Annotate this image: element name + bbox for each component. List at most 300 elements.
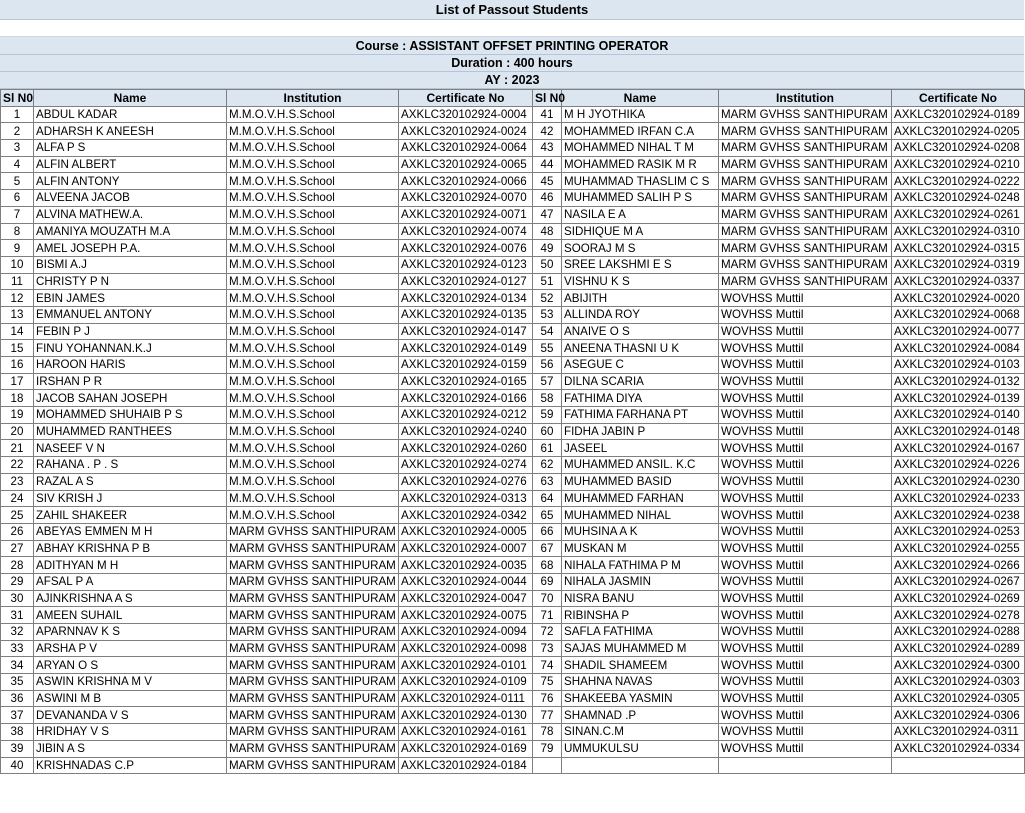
institution-cell: MARM GVHSS SANTHIPURAM xyxy=(227,607,399,624)
name-cell: ALFIN ANTONY xyxy=(34,173,227,190)
sl-cell: 16 xyxy=(1,357,34,374)
institution-cell: WOVHSS Muttil xyxy=(719,724,892,741)
sl-cell: 25 xyxy=(1,507,34,524)
institution-cell: M.M.O.V.H.S.School xyxy=(227,140,399,157)
institution-cell: WOVHSS Muttil xyxy=(719,690,892,707)
table-row xyxy=(1,690,1025,707)
certificate-cell: AXKLC320102924-0084 xyxy=(892,340,1025,357)
institution-cell: WOVHSS Muttil xyxy=(719,490,892,507)
institution-cell: MARM GVHSS SANTHIPURAM xyxy=(227,690,399,707)
name-cell: M H JYOTHIKA xyxy=(562,106,719,123)
table-row xyxy=(1,757,1025,774)
certificate-cell: AXKLC320102924-0337 xyxy=(892,273,1025,290)
certificate-cell: AXKLC320102924-0047 xyxy=(399,590,533,607)
certificate-cell: AXKLC320102924-0139 xyxy=(892,390,1025,407)
name-cell: AFSAL P A xyxy=(34,573,227,590)
name-cell: FINU YOHANNAN.K.J xyxy=(34,340,227,357)
table-row xyxy=(1,173,1025,190)
sl-cell: 46 xyxy=(533,190,562,207)
certificate-cell: AXKLC320102924-0123 xyxy=(399,256,533,273)
sl-cell: 60 xyxy=(533,423,562,440)
certificate-cell: AXKLC320102924-0289 xyxy=(892,640,1025,657)
sl-cell: 17 xyxy=(1,373,34,390)
name-cell: ABHAY KRISHNA P B xyxy=(34,540,227,557)
sl-cell: 56 xyxy=(533,357,562,374)
name-cell: HRIDHAY V S xyxy=(34,724,227,741)
sl-cell: 40 xyxy=(1,757,34,774)
institution-cell: WOVHSS Muttil xyxy=(719,440,892,457)
table-row xyxy=(1,724,1025,741)
sl-cell: 76 xyxy=(533,690,562,707)
institution-cell: WOVHSS Muttil xyxy=(719,557,892,574)
institution-cell: M.M.O.V.H.S.School xyxy=(227,390,399,407)
certificate-cell: AXKLC320102924-0184 xyxy=(399,757,533,774)
institution-cell: MARM GVHSS SANTHIPURAM xyxy=(227,657,399,674)
sl-cell: 79 xyxy=(533,740,562,757)
sl-cell: 38 xyxy=(1,724,34,741)
sl-cell: 70 xyxy=(533,590,562,607)
sl-cell: 55 xyxy=(533,340,562,357)
sl-cell: 63 xyxy=(533,473,562,490)
table-row xyxy=(1,507,1025,524)
sl-cell: 18 xyxy=(1,390,34,407)
name-cell: VISHNU K S xyxy=(562,273,719,290)
sl-cell: 43 xyxy=(533,140,562,157)
certificate-cell: AXKLC320102924-0098 xyxy=(399,640,533,657)
sl-cell: 54 xyxy=(533,323,562,340)
table-row xyxy=(1,290,1025,307)
certificate-cell: AXKLC320102924-0274 xyxy=(399,457,533,474)
name-cell: NASILA E A xyxy=(562,206,719,223)
institution-cell: M.M.O.V.H.S.School xyxy=(227,357,399,374)
name-cell: SHADIL SHAMEEM xyxy=(562,657,719,674)
certificate-cell: AXKLC320102924-0127 xyxy=(399,273,533,290)
certificate-cell: AXKLC320102924-0077 xyxy=(892,323,1025,340)
table-row xyxy=(1,206,1025,223)
institution-cell: WOVHSS Muttil xyxy=(719,407,892,424)
name-cell: ZAHIL SHAKEER xyxy=(34,507,227,524)
name-cell: AMANIYA MOUZATH M.A xyxy=(34,223,227,240)
certificate-cell: AXKLC320102924-0233 xyxy=(892,490,1025,507)
institution-cell xyxy=(719,757,892,774)
sl-cell: 22 xyxy=(1,457,34,474)
table-row xyxy=(1,674,1025,691)
name-cell: NIHALA FATHIMA P M xyxy=(562,557,719,574)
spacer-row xyxy=(0,20,1024,37)
institution-cell: M.M.O.V.H.S.School xyxy=(227,457,399,474)
sl-cell: 12 xyxy=(1,290,34,307)
table-row xyxy=(1,457,1025,474)
name-cell: MOHAMMED SHUHAIB P S xyxy=(34,407,227,424)
sl-cell: 39 xyxy=(1,740,34,757)
certificate-cell: AXKLC320102924-0147 xyxy=(399,323,533,340)
sl-cell: 20 xyxy=(1,423,34,440)
name-cell: FEBIN P J xyxy=(34,323,227,340)
institution-cell: M.M.O.V.H.S.School xyxy=(227,407,399,424)
name-cell: SHAHNA NAVAS xyxy=(562,674,719,691)
name-cell: MUHAMMED FARHAN xyxy=(562,490,719,507)
sl-cell: 61 xyxy=(533,440,562,457)
certificate-cell: AXKLC320102924-0278 xyxy=(892,607,1025,624)
sl-cell: 66 xyxy=(533,523,562,540)
institution-cell: WOVHSS Muttil xyxy=(719,340,892,357)
sl-cell: 45 xyxy=(533,173,562,190)
name-cell: SINAN.C.M xyxy=(562,724,719,741)
certificate-cell: AXKLC320102924-0070 xyxy=(399,190,533,207)
name-cell: ABDUL KADAR xyxy=(34,106,227,123)
institution-cell: WOVHSS Muttil xyxy=(719,740,892,757)
institution-cell: MARM GVHSS SANTHIPURAM xyxy=(719,123,892,140)
name-cell: JIBIN A S xyxy=(34,740,227,757)
name-cell: NISRA BANU xyxy=(562,590,719,607)
name-cell: APARNNAV K S xyxy=(34,624,227,641)
certificate-cell: AXKLC320102924-0222 xyxy=(892,173,1025,190)
name-cell: MUHAMMAD THASLIM C S xyxy=(562,173,719,190)
name-cell: NASEEF V N xyxy=(34,440,227,457)
certificate-cell: AXKLC320102924-0212 xyxy=(399,407,533,424)
name-cell: JACOB SAHAN JOSEPH xyxy=(34,390,227,407)
certificate-cell: AXKLC320102924-0253 xyxy=(892,523,1025,540)
name-cell: ALFIN ALBERT xyxy=(34,156,227,173)
sl-cell: 64 xyxy=(533,490,562,507)
sl-cell: 53 xyxy=(533,306,562,323)
institution-cell: M.M.O.V.H.S.School xyxy=(227,240,399,257)
sl-cell: 47 xyxy=(533,206,562,223)
table-row xyxy=(1,256,1025,273)
name-cell: MUHAMMED ANSIL. K.C xyxy=(562,457,719,474)
certificate-cell: AXKLC320102924-0159 xyxy=(399,357,533,374)
name-cell: MUHAMMED SALIH P S xyxy=(562,190,719,207)
table-row xyxy=(1,557,1025,574)
certificate-cell: AXKLC320102924-0064 xyxy=(399,140,533,157)
certificate-cell: AXKLC320102924-0205 xyxy=(892,123,1025,140)
certificate-cell: AXKLC320102924-0311 xyxy=(892,724,1025,741)
table-row xyxy=(1,607,1025,624)
table-row xyxy=(1,106,1025,123)
name-cell: MUSKAN M xyxy=(562,540,719,557)
certificate-cell: AXKLC320102924-0266 xyxy=(892,557,1025,574)
certificate-cell: AXKLC320102924-0094 xyxy=(399,624,533,641)
certificate-cell: AXKLC320102924-0075 xyxy=(399,607,533,624)
students-table xyxy=(0,89,1025,774)
name-cell: NIHALA JASMIN xyxy=(562,573,719,590)
sl-cell: 6 xyxy=(1,190,34,207)
name-cell: EBIN JAMES xyxy=(34,290,227,307)
name-cell: ADITHYAN M H xyxy=(34,557,227,574)
certificate-cell: AXKLC320102924-0261 xyxy=(892,206,1025,223)
certificate-cell: AXKLC320102924-0007 xyxy=(399,540,533,557)
certificate-cell: AXKLC320102924-0248 xyxy=(892,190,1025,207)
institution-cell: WOVHSS Muttil xyxy=(719,423,892,440)
table-row xyxy=(1,390,1025,407)
name-cell: DILNA SCARIA xyxy=(562,373,719,390)
certificate-cell: AXKLC320102924-0276 xyxy=(399,473,533,490)
institution-cell: MARM GVHSS SANTHIPURAM xyxy=(719,190,892,207)
certificate-cell: AXKLC320102924-0230 xyxy=(892,473,1025,490)
sl-cell: 74 xyxy=(533,657,562,674)
institution-cell: M.M.O.V.H.S.School xyxy=(227,290,399,307)
name-cell: SREE LAKSHMI E S xyxy=(562,256,719,273)
certificate-cell: AXKLC320102924-0132 xyxy=(892,373,1025,390)
name-cell: ALLINDA ROY xyxy=(562,306,719,323)
sl-cell: 75 xyxy=(533,674,562,691)
table-row xyxy=(1,373,1025,390)
certificate-cell: AXKLC320102924-0169 xyxy=(399,740,533,757)
certificate-cell: AXKLC320102924-0210 xyxy=(892,156,1025,173)
name-cell: SHAMNAD .P xyxy=(562,707,719,724)
name-cell: ASWIN KRISHNA M V xyxy=(34,674,227,691)
certificate-cell: AXKLC320102924-0208 xyxy=(892,140,1025,157)
sl-cell: 15 xyxy=(1,340,34,357)
name-cell: FATHIMA FARHANA PT xyxy=(562,407,719,424)
institution-cell: WOVHSS Muttil xyxy=(719,657,892,674)
sl-cell: 51 xyxy=(533,273,562,290)
certificate-cell: AXKLC320102924-0267 xyxy=(892,573,1025,590)
name-cell: FIDHA JABIN P xyxy=(562,423,719,440)
table-row xyxy=(1,123,1025,140)
col-header-name: Name xyxy=(562,90,719,107)
sl-cell: 35 xyxy=(1,674,34,691)
sl-cell: 32 xyxy=(1,624,34,641)
name-cell: RAZAL A S xyxy=(34,473,227,490)
sl-cell: 9 xyxy=(1,240,34,257)
institution-cell: WOVHSS Muttil xyxy=(719,674,892,691)
name-cell: ANEENA THASNI U K xyxy=(562,340,719,357)
name-cell xyxy=(562,757,719,774)
name-cell: MUHAMMED NIHAL xyxy=(562,507,719,524)
sl-cell: 69 xyxy=(533,573,562,590)
institution-cell: WOVHSS Muttil xyxy=(719,573,892,590)
sl-cell: 19 xyxy=(1,407,34,424)
institution-cell: WOVHSS Muttil xyxy=(719,640,892,657)
institution-cell: MARM GVHSS SANTHIPURAM xyxy=(719,156,892,173)
table-row xyxy=(1,440,1025,457)
certificate-cell: AXKLC320102924-0005 xyxy=(399,523,533,540)
sl-cell: 68 xyxy=(533,557,562,574)
certificate-cell: AXKLC320102924-0148 xyxy=(892,423,1025,440)
certificate-cell: AXKLC320102924-0066 xyxy=(399,173,533,190)
sl-cell: 37 xyxy=(1,707,34,724)
sheet-title: List of Passout Students xyxy=(0,0,1024,20)
name-cell: HAROON HARIS xyxy=(34,357,227,374)
certificate-cell: AXKLC320102924-0024 xyxy=(399,123,533,140)
name-cell: SIV KRISH J xyxy=(34,490,227,507)
institution-cell: WOVHSS Muttil xyxy=(719,306,892,323)
certificate-cell: AXKLC320102924-0004 xyxy=(399,106,533,123)
col-header-institution: Institution xyxy=(719,90,892,107)
certificate-cell: AXKLC320102924-0334 xyxy=(892,740,1025,757)
institution-cell: MARM GVHSS SANTHIPURAM xyxy=(227,540,399,557)
sl-cell xyxy=(533,757,562,774)
sl-cell: 11 xyxy=(1,273,34,290)
name-cell: SAFLA FATHIMA xyxy=(562,624,719,641)
certificate-cell: AXKLC320102924-0020 xyxy=(892,290,1025,307)
institution-cell: M.M.O.V.H.S.School xyxy=(227,373,399,390)
name-cell: AMEL JOSEPH P.A. xyxy=(34,240,227,257)
sl-cell: 1 xyxy=(1,106,34,123)
institution-cell: WOVHSS Muttil xyxy=(719,390,892,407)
certificate-cell: AXKLC320102924-0149 xyxy=(399,340,533,357)
institution-cell: WOVHSS Muttil xyxy=(719,357,892,374)
institution-cell: M.M.O.V.H.S.School xyxy=(227,106,399,123)
name-cell: FATHIMA DIYA xyxy=(562,390,719,407)
name-cell: RAHANA . P . S xyxy=(34,457,227,474)
sl-cell: 78 xyxy=(533,724,562,741)
table-row xyxy=(1,640,1025,657)
certificate-cell: AXKLC320102924-0068 xyxy=(892,306,1025,323)
certificate-cell: AXKLC320102924-0035 xyxy=(399,557,533,574)
name-cell: MOHAMMED IRFAN C.A xyxy=(562,123,719,140)
sl-cell: 27 xyxy=(1,540,34,557)
institution-cell: M.M.O.V.H.S.School xyxy=(227,440,399,457)
institution-cell: WOVHSS Muttil xyxy=(719,457,892,474)
name-cell: ABIJITH xyxy=(562,290,719,307)
sl-cell: 7 xyxy=(1,206,34,223)
institution-cell: M.M.O.V.H.S.School xyxy=(227,206,399,223)
institution-cell: MARM GVHSS SANTHIPURAM xyxy=(719,140,892,157)
institution-cell: MARM GVHSS SANTHIPURAM xyxy=(227,757,399,774)
certificate-cell: AXKLC320102924-0238 xyxy=(892,507,1025,524)
certificate-cell: AXKLC320102924-0260 xyxy=(399,440,533,457)
table-row xyxy=(1,407,1025,424)
name-cell: AJINKRISHNA A S xyxy=(34,590,227,607)
certificate-cell: AXKLC320102924-0269 xyxy=(892,590,1025,607)
sl-cell: 4 xyxy=(1,156,34,173)
name-cell: SAJAS MUHAMMED M xyxy=(562,640,719,657)
institution-cell: M.M.O.V.H.S.School xyxy=(227,156,399,173)
institution-cell: MARM GVHSS SANTHIPURAM xyxy=(227,573,399,590)
sl-cell: 50 xyxy=(533,256,562,273)
name-cell: MUHAMMED BASID xyxy=(562,473,719,490)
name-cell: MOHAMMED NIHAL T M xyxy=(562,140,719,157)
institution-cell: WOVHSS Muttil xyxy=(719,707,892,724)
certificate-cell: AXKLC320102924-0074 xyxy=(399,223,533,240)
institution-cell: MARM GVHSS SANTHIPURAM xyxy=(719,106,892,123)
sl-cell: 31 xyxy=(1,607,34,624)
col-header-institution: Institution xyxy=(227,90,399,107)
institution-cell: WOVHSS Muttil xyxy=(719,540,892,557)
institution-cell: M.M.O.V.H.S.School xyxy=(227,123,399,140)
name-cell: IRSHAN P R xyxy=(34,373,227,390)
name-cell: ALVEENA JACOB xyxy=(34,190,227,207)
institution-cell: MARM GVHSS SANTHIPURAM xyxy=(719,206,892,223)
ay-label: AY : 2023 xyxy=(0,72,1024,89)
table-row xyxy=(1,323,1025,340)
certificate-cell: AXKLC320102924-0109 xyxy=(399,674,533,691)
institution-cell: MARM GVHSS SANTHIPURAM xyxy=(227,590,399,607)
name-cell: DEVANANDA V S xyxy=(34,707,227,724)
sl-cell: 57 xyxy=(533,373,562,390)
sl-cell: 3 xyxy=(1,140,34,157)
name-cell: RIBINSHA P xyxy=(562,607,719,624)
institution-cell: M.M.O.V.H.S.School xyxy=(227,306,399,323)
certificate-cell: AXKLC320102924-0189 xyxy=(892,106,1025,123)
institution-cell: WOVHSS Muttil xyxy=(719,624,892,641)
certificate-cell: AXKLC320102924-0166 xyxy=(399,390,533,407)
certificate-cell: AXKLC320102924-0305 xyxy=(892,690,1025,707)
certificate-cell: AXKLC320102924-0306 xyxy=(892,707,1025,724)
institution-cell: M.M.O.V.H.S.School xyxy=(227,423,399,440)
certificate-cell: AXKLC320102924-0167 xyxy=(892,440,1025,457)
sl-cell: 67 xyxy=(533,540,562,557)
certificate-cell: AXKLC320102924-0288 xyxy=(892,624,1025,641)
name-cell: JASEEL xyxy=(562,440,719,457)
certificate-cell: AXKLC320102924-0140 xyxy=(892,407,1025,424)
sl-cell: 28 xyxy=(1,557,34,574)
institution-cell: MARM GVHSS SANTHIPURAM xyxy=(719,173,892,190)
sl-cell: 42 xyxy=(533,123,562,140)
institution-cell: M.M.O.V.H.S.School xyxy=(227,273,399,290)
name-cell: SOORAJ M S xyxy=(562,240,719,257)
table-row xyxy=(1,190,1025,207)
institution-cell: MARM GVHSS SANTHIPURAM xyxy=(719,256,892,273)
name-cell: KRISHNADAS C.P xyxy=(34,757,227,774)
sl-cell: 72 xyxy=(533,624,562,641)
sl-cell: 71 xyxy=(533,607,562,624)
institution-cell: M.M.O.V.H.S.School xyxy=(227,223,399,240)
sl-cell: 14 xyxy=(1,323,34,340)
sl-cell: 73 xyxy=(533,640,562,657)
institution-cell: WOVHSS Muttil xyxy=(719,607,892,624)
certificate-cell: AXKLC320102924-0103 xyxy=(892,357,1025,374)
institution-cell: WOVHSS Muttil xyxy=(719,323,892,340)
table-row xyxy=(1,624,1025,641)
sl-cell: 5 xyxy=(1,173,34,190)
institution-cell: MARM GVHSS SANTHIPURAM xyxy=(227,557,399,574)
sl-cell: 48 xyxy=(533,223,562,240)
certificate-cell: AXKLC320102924-0315 xyxy=(892,240,1025,257)
institution-cell: MARM GVHSS SANTHIPURAM xyxy=(227,724,399,741)
name-cell: SHAKEEBA YASMIN xyxy=(562,690,719,707)
name-cell: ABEYAS EMMEN M H xyxy=(34,523,227,540)
table-row xyxy=(1,223,1025,240)
institution-cell: WOVHSS Muttil xyxy=(719,523,892,540)
certificate-cell: AXKLC320102924-0071 xyxy=(399,206,533,223)
certificate-cell: AXKLC320102924-0255 xyxy=(892,540,1025,557)
col-header-sl: Sl N0 xyxy=(1,90,34,107)
institution-cell: M.M.O.V.H.S.School xyxy=(227,323,399,340)
table-row xyxy=(1,273,1025,290)
name-cell: MUHAMMED RANTHEES xyxy=(34,423,227,440)
sl-cell: 65 xyxy=(533,507,562,524)
sl-cell: 29 xyxy=(1,573,34,590)
name-cell: BISMI A.J xyxy=(34,256,227,273)
certificate-cell: AXKLC320102924-0240 xyxy=(399,423,533,440)
institution-cell: M.M.O.V.H.S.School xyxy=(227,490,399,507)
table-row xyxy=(1,140,1025,157)
sl-cell: 21 xyxy=(1,440,34,457)
sl-cell: 77 xyxy=(533,707,562,724)
table-row xyxy=(1,340,1025,357)
certificate-cell xyxy=(892,757,1025,774)
col-header-name: Name xyxy=(34,90,227,107)
table-row xyxy=(1,573,1025,590)
sl-cell: 2 xyxy=(1,123,34,140)
name-cell: EMMANUEL ANTONY xyxy=(34,306,227,323)
table-row xyxy=(1,156,1025,173)
institution-cell: MARM GVHSS SANTHIPURAM xyxy=(227,674,399,691)
institution-cell: WOVHSS Muttil xyxy=(719,473,892,490)
certificate-cell: AXKLC320102924-0134 xyxy=(399,290,533,307)
certificate-cell: AXKLC320102924-0130 xyxy=(399,707,533,724)
name-cell: SIDHIQUE M A xyxy=(562,223,719,240)
table-row xyxy=(1,740,1025,757)
institution-cell: WOVHSS Muttil xyxy=(719,590,892,607)
table-row xyxy=(1,540,1025,557)
certificate-cell: AXKLC320102924-0135 xyxy=(399,306,533,323)
name-cell: MOHAMMED RASIK M R xyxy=(562,156,719,173)
institution-cell: WOVHSS Muttil xyxy=(719,373,892,390)
